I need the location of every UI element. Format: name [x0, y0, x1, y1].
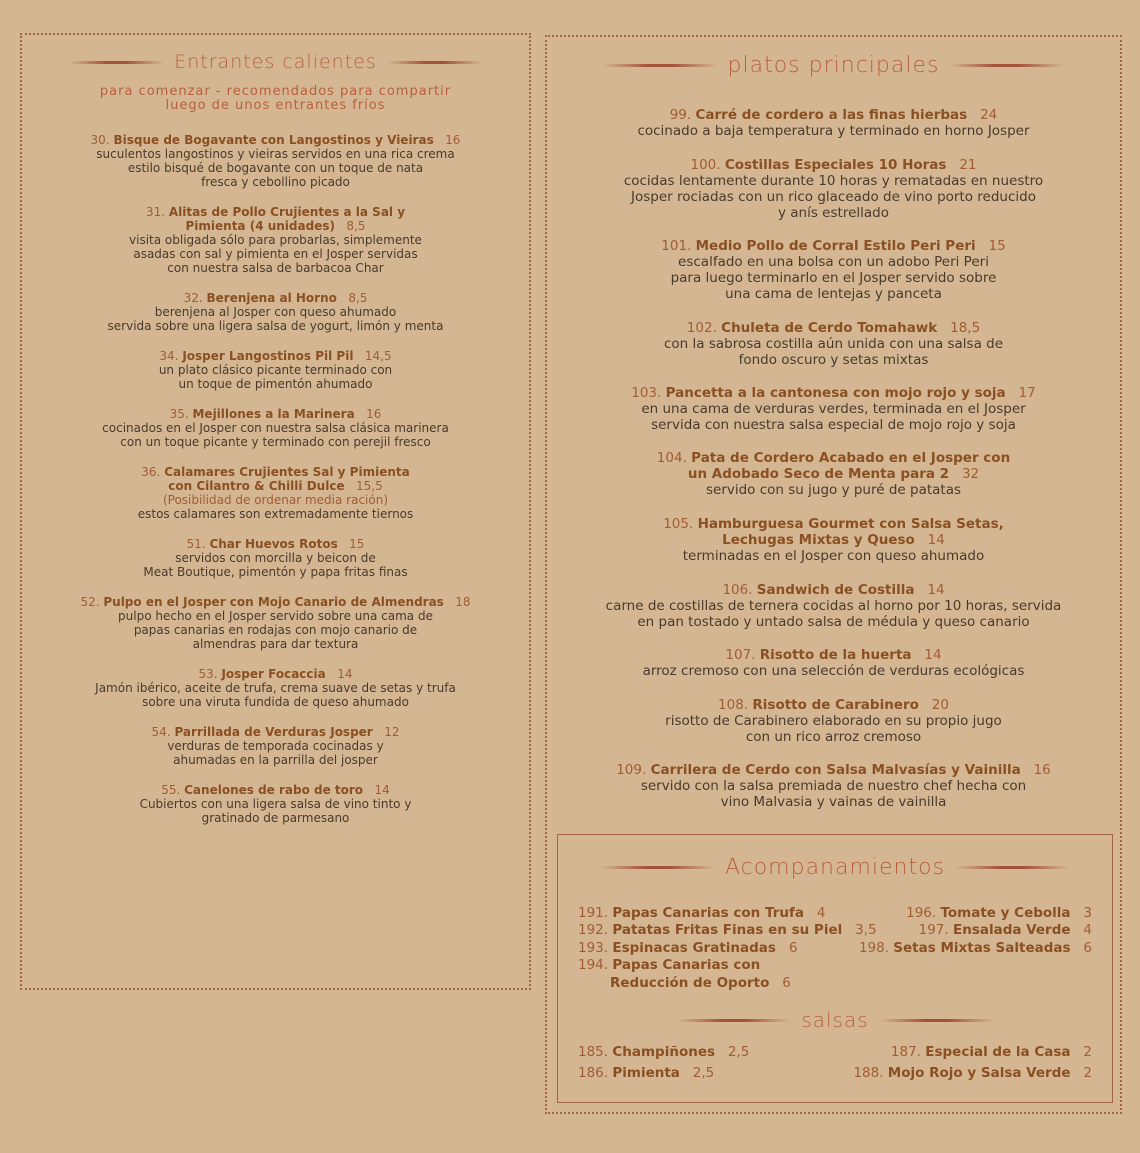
menu-item-description: en pan tostado y untado salsa de médula y queso canario	[637, 614, 1030, 630]
menu-item-note: (Posibilidad de ordenar media ración)	[162, 493, 389, 507]
menu-item	[22, 667, 529, 709]
menu-item-name: Carrilera de Cerdo con Salsa Malvasías y Vainilla	[650, 762, 1021, 778]
section-heading-salsas: salsas	[801, 1008, 869, 1032]
menu-item-description: Meat Boutique, pimentón y papa fritas finas	[143, 565, 408, 579]
menu-item-price: 16	[1033, 762, 1051, 778]
menu-item-description: con un rico arroz cremoso	[745, 729, 922, 745]
side-item-price: 2,5	[692, 1065, 715, 1081]
menu-item-name: Pancetta a la cantonesa con mojo rojo y soja	[665, 385, 1006, 401]
side-item	[578, 975, 791, 992]
side-item-price: 2	[1083, 1044, 1092, 1060]
menu-item-title-line	[547, 450, 1120, 466]
menu-item-number: 54.	[151, 725, 171, 739]
side-item-name: Tomate y Cebolla	[940, 905, 1071, 921]
menu-item-number: 101.	[661, 238, 692, 254]
side-item	[906, 905, 1092, 922]
heading-rule-left	[69, 61, 164, 64]
menu-item	[547, 238, 1120, 302]
side-item-price: 3,5	[855, 922, 877, 938]
menu-item-number: 51.	[186, 537, 206, 551]
menu-item-price: 18,5	[950, 320, 981, 336]
menu-item-name: Sandwich de Costilla	[756, 582, 915, 598]
subtitle-line: luego de unos entrantes fríos	[165, 98, 386, 113]
section-heading-row	[558, 855, 1112, 880]
side-item-price: 6	[1083, 940, 1092, 956]
menu-item-price: 18	[455, 595, 471, 609]
menu-item-price: 14	[927, 532, 945, 548]
menu-item-title-line	[547, 385, 1120, 401]
heading-rule-right	[879, 1019, 994, 1022]
menu-item-description: cocinado a baja temperatura y terminado en horno Josper	[637, 123, 1030, 139]
menu-item-description: servida sobre una ligera salsa de yogurt, limón y menta	[107, 319, 444, 333]
side-item-name: Pimienta	[612, 1065, 680, 1081]
menu-item-price: 17	[1018, 385, 1036, 401]
side-item-number: 198.	[858, 940, 889, 956]
side-item-number: 194.	[578, 957, 609, 973]
menu-item-number: 108.	[718, 697, 749, 713]
menu-item-price: 20	[931, 697, 949, 713]
menu-item-title-line	[22, 667, 529, 681]
menu-item-description: un toque de pimentón ahumado	[178, 377, 373, 391]
menu-item-price: 8,5	[346, 219, 366, 233]
menu-item	[547, 582, 1120, 630]
menu-item-description: con un toque picante y terminado con perejil fresco	[120, 435, 431, 449]
section-heading-acompanamientos: Acompanamientos	[724, 855, 946, 880]
menu-item-description: pulpo hecho en el Josper servido sobre una cama de	[118, 609, 433, 623]
menu-item-price: 24	[980, 107, 998, 123]
side-item-name: Espinacas Gratinadas	[612, 940, 776, 956]
menu-item-name: Chuleta de Cerdo Tomahawk	[721, 320, 938, 336]
menu-item-name: Risotto de la huerta	[759, 647, 912, 663]
menu-item-number: 106.	[722, 582, 753, 598]
left-panel-entrantes	[20, 33, 531, 990]
side-item	[578, 922, 877, 939]
menu-item-name: Mejillones a la Marinera	[192, 407, 355, 421]
heading-rule-left	[676, 1019, 791, 1022]
menu-item-title-line	[547, 466, 1120, 482]
side-item-number: 188.	[853, 1065, 884, 1081]
menu-item-description: fondo oscuro y setas mixtas	[738, 352, 929, 368]
side-item	[853, 1065, 1092, 1082]
menu-item-price: 15	[988, 238, 1006, 254]
menu-item-title-line	[22, 725, 529, 739]
menu-item	[547, 157, 1120, 221]
section-subtitle	[22, 85, 529, 113]
menu-item-price: 15	[349, 537, 365, 551]
menu-item-price: 14	[337, 667, 353, 681]
menu-item-number: 55.	[161, 783, 181, 797]
menu-item-description: y anís estrellado	[778, 205, 889, 221]
menu-item	[547, 762, 1120, 810]
menu-item-name: Lechugas Mixtas y Queso	[722, 532, 915, 548]
menu-item-description: Jamón ibérico, aceite de trufa, crema suave de setas y trufa	[95, 681, 456, 695]
menu-item-description: asadas con sal y pimienta en el Josper servidas	[133, 247, 418, 261]
menu-item-price: 14,5	[364, 349, 392, 363]
heading-rule-right	[955, 866, 1070, 869]
menu-item-description: servidos con morcilla y beicon de	[175, 551, 376, 565]
menu-item-title-line	[547, 157, 1120, 173]
menu-item-name: Char Huevos Rotos	[209, 537, 338, 551]
menu-item	[22, 205, 529, 275]
menu-item-number: 32.	[183, 291, 203, 305]
menu-item-price: 8,5	[348, 291, 368, 305]
menu-item-title-line	[547, 516, 1120, 532]
side-item-name: Especial de la Casa	[925, 1044, 1071, 1060]
side-item-number: 197.	[918, 922, 949, 938]
menu-item-title-line	[22, 783, 529, 797]
side-item-number: 185.	[578, 1044, 609, 1060]
menu-item-description: almendras para dar textura	[192, 637, 359, 651]
menu-item-price: 21	[959, 157, 977, 173]
menu-item	[547, 107, 1120, 139]
menu-item-description: estos calamares son extremadamente tiernos	[137, 507, 414, 521]
side-item	[578, 1065, 714, 1082]
menu-item-title-line	[22, 291, 529, 305]
side-item-name: Reducción de Oporto	[610, 975, 770, 991]
side-item-number: 191.	[578, 905, 609, 921]
side-item-price: 6	[782, 975, 791, 991]
menu-item-description: cocidas lentamente durante 10 horas y rematadas en nuestro	[623, 173, 1044, 189]
menu-item-description: papas canarias en rodajas con mojo canario de	[133, 623, 418, 637]
menu-item-description: fresca y cebollino picado	[201, 175, 350, 189]
menu-item-number: 103.	[631, 385, 662, 401]
side-item-name: Mojo Rojo y Salsa Verde	[887, 1065, 1071, 1081]
menu-item-description: un plato clásico picante terminado con	[158, 363, 393, 377]
side-item	[578, 957, 760, 974]
side-item-name: Papas Canarias con	[612, 957, 761, 973]
menu-item-description: sobre una viruta fundida de queso ahumado	[142, 695, 409, 709]
side-item	[578, 905, 825, 922]
menu-item	[22, 407, 529, 449]
menu-item-name: Hamburguesa Gourmet con Salsa Setas,	[697, 516, 1004, 532]
section-heading-row	[547, 53, 1120, 78]
menu-item	[22, 595, 529, 651]
side-item-name: Setas Mixtas Salteadas	[893, 940, 1071, 956]
menu-item	[547, 385, 1120, 433]
subtitle-line: para comenzar - recomendados para compartir	[99, 84, 452, 99]
menu-item-price: 14	[374, 783, 390, 797]
menu-item-description: Cubiertos con una ligera salsa de vino tinto y	[139, 797, 412, 811]
menu-item-title-line	[547, 238, 1120, 254]
menu-item-title-line	[547, 647, 1120, 663]
menu-item-name: Canelones de rabo de toro	[184, 783, 364, 797]
side-item	[919, 922, 1092, 939]
menu-item-description: ahumadas en la parrilla del josper	[173, 753, 378, 767]
menu-item-description: verduras de temporada cocinadas y	[167, 739, 384, 753]
menu-item-description: servido con su jugo y puré de patatas	[705, 482, 962, 498]
side-item	[891, 1044, 1092, 1061]
menu-item-name: Pimienta (4 unidades)	[185, 219, 335, 233]
menu-item-number: 109.	[616, 762, 647, 778]
side-item	[578, 1044, 749, 1061]
menu-item-name: Risotto de Carabinero	[752, 697, 919, 713]
menu-item-number: 105.	[663, 516, 694, 532]
menu-item-name: un Adobado Seco de Menta para 2	[687, 466, 950, 482]
menu-item-description: para luego terminarlo en el Josper servido sobre	[670, 270, 997, 286]
menu-item-name: Carré de cordero a las finas hierbas	[695, 107, 968, 123]
menu-item-description: servida con nuestra salsa especial de mojo rojo y soja	[651, 417, 1016, 433]
menu-item-number: 35.	[169, 407, 189, 421]
section-heading-row	[558, 1008, 1112, 1032]
side-item-price: 4	[816, 905, 826, 921]
menu-item-number: 107.	[725, 647, 756, 663]
menu-item-number: 52.	[80, 595, 100, 609]
menu-item-description: Josper rociadas con un rico glaceado de vino porto reducido	[631, 189, 1036, 205]
menu-item-title-line	[22, 595, 529, 609]
menu-item-title-line	[22, 479, 529, 493]
menu-item	[22, 537, 529, 579]
menu-item-name: Pata de Cordero Acabado en el Josper con	[691, 450, 1011, 466]
side-item-price: 4	[1083, 922, 1092, 938]
menu-item-title-line	[547, 532, 1120, 548]
menu-item-description: vino Malvasia y vainas de vainilla	[720, 794, 947, 810]
menu-item-description: suculentos langostinos y vieiras servidos en una rica crema	[96, 147, 455, 161]
menu-item-title-line	[547, 320, 1120, 336]
right-panel-principales	[545, 35, 1122, 1114]
side-item-number: 186.	[578, 1065, 609, 1081]
menu-item-description: carne de costillas de ternera cocidas al horno por 10 horas, servida	[605, 598, 1062, 614]
side-item-price: 6	[788, 940, 798, 956]
menu-item-title-line	[22, 465, 529, 479]
menu-item-description: estilo bisqué de bogavante con un toque de nata	[127, 161, 424, 175]
menu-item-price: 16	[445, 133, 461, 147]
menu-item-description: escalfado en una bolsa con un adobo Peri Peri	[678, 254, 989, 270]
side-item-price: 2	[1083, 1065, 1092, 1081]
heading-rule-right	[387, 61, 482, 64]
menu-item-name: Parrillada de Verduras Josper	[174, 725, 373, 739]
menu-item	[22, 465, 529, 521]
menu-item	[547, 697, 1120, 745]
side-item-number: 196.	[906, 905, 937, 921]
menu-item-title-line	[22, 219, 529, 233]
menu-item-number: 100.	[690, 157, 721, 173]
menu-item-name: Pulpo en el Josper con Mojo Canario de Almendras	[103, 595, 444, 609]
menu-item	[22, 349, 529, 391]
menu-item-number: 53.	[198, 667, 218, 681]
section-heading-platos: platos principales	[727, 53, 940, 78]
menu-item-description: en una cama de verduras verdes, terminada en el Josper	[641, 401, 1026, 417]
menu-item-price: 32	[961, 466, 980, 482]
menu-item-description: cocinados en el Josper con nuestra salsa clásica marinera	[102, 421, 449, 435]
menu-item-name: Josper Langostinos Pil Pil	[182, 349, 354, 363]
menu-item-description: arroz cremoso con una selección de verduras ecológicas	[642, 663, 1025, 679]
menu-item-description: con nuestra salsa de barbacoa Char	[167, 261, 384, 275]
menu-item-title-line	[547, 582, 1120, 598]
menu-item-title-line	[22, 537, 529, 551]
menu-item	[547, 450, 1120, 498]
menu-item-name: Berenjena al Horno	[206, 291, 337, 305]
menu-item-number: 104.	[656, 450, 687, 466]
menu-item-title-line	[547, 697, 1120, 713]
menu-item-price: 14	[924, 647, 942, 663]
side-item-name: Champiñones	[612, 1044, 716, 1060]
menu-item-price: 14	[927, 582, 945, 598]
menu-item-number: 102.	[686, 320, 717, 336]
menu-item-number: 99.	[669, 107, 692, 123]
menu-item-number: 34.	[159, 349, 179, 363]
side-item-number: 187.	[890, 1044, 921, 1060]
menu-item-description: visita obligada sólo para probarlas, simplemente	[129, 233, 422, 247]
menu-item-name: Bisque de Bogavante con Langostinos y Vieiras	[113, 133, 434, 147]
heading-rule-left	[600, 866, 715, 869]
menu-item-name: Costillas Especiales 10 Horas	[724, 157, 947, 173]
menu-item-title-line	[22, 133, 529, 147]
heading-rule-right	[949, 64, 1064, 67]
menu-item-title-line	[22, 205, 529, 219]
menu-item-name: Calamares Crujientes Sal y Pimienta	[164, 465, 410, 479]
side-item-name: Patatas Fritas Finas en su Piel	[612, 922, 843, 938]
menu-item-description: gratinado de parmesano	[201, 811, 350, 825]
menu-item	[547, 647, 1120, 679]
menu-item-description: una cama de lentejas y panceta	[725, 286, 942, 302]
menu-item-number: 30.	[90, 133, 110, 147]
sides-box	[557, 834, 1113, 1103]
menu-item	[22, 291, 529, 333]
menu-item	[22, 725, 529, 767]
side-item-name: Papas Canarias con Trufa	[612, 905, 804, 921]
side-item-price: 3	[1083, 905, 1092, 921]
menu-item-description: terminadas en el Josper con queso ahumado	[682, 548, 985, 564]
side-item-number: 192.	[578, 922, 609, 938]
menu-item-name: Josper Focaccia	[221, 667, 326, 681]
menu-item	[22, 783, 529, 825]
menu-item-name: Medio Pollo de Corral Estilo Peri Peri	[695, 238, 976, 254]
section-heading-entrantes: Entrantes calientes	[174, 51, 377, 73]
menu-item-description: con la sabrosa costilla aún unida con una salsa de	[663, 336, 1004, 352]
side-item	[578, 940, 797, 957]
menu-item-title-line	[547, 107, 1120, 123]
menu-item	[22, 133, 529, 189]
menu-item-description: servido con la salsa premiada de nuestro chef hecha con	[640, 778, 1027, 794]
menu-item-name: Alitas de Pollo Crujientes a la Sal y	[168, 205, 406, 219]
menu-item-title-line	[22, 407, 529, 421]
menu-item	[547, 516, 1120, 564]
menu-item-price: 15,5	[356, 479, 383, 493]
section-heading-row	[22, 51, 529, 73]
heading-rule-left	[603, 64, 718, 67]
menu-item-description: berenjena al Josper con queso ahumado	[154, 305, 397, 319]
menu-item-title-line	[22, 349, 529, 363]
menu-item-number: 31.	[145, 205, 166, 219]
side-item-name: Ensalada Verde	[952, 922, 1071, 938]
menu-item-price: 16	[366, 407, 382, 421]
side-item	[859, 940, 1092, 957]
side-item-number: 193.	[578, 940, 609, 956]
menu-item-price: 12	[384, 725, 400, 739]
menu-item-number: 36.	[141, 465, 161, 479]
menu-item	[547, 320, 1120, 368]
menu-item-title-line	[547, 762, 1120, 778]
menu-item-name: con Cilantro & Chilli Dulce	[168, 479, 345, 493]
side-item-price: 2,5	[727, 1044, 750, 1060]
menu-item-description: risotto de Carabinero elaborado en su propio jugo	[665, 713, 1002, 729]
